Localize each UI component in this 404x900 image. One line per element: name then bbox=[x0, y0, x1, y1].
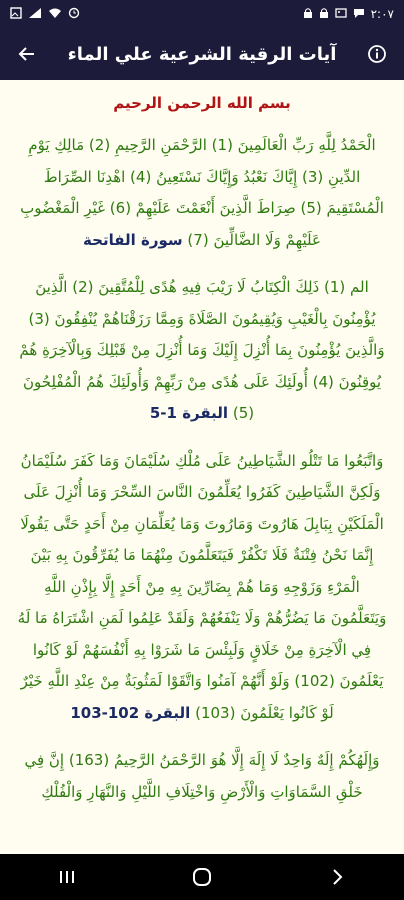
back-arrow-icon[interactable] bbox=[14, 41, 40, 67]
ayah-text: وَاتَّبَعُوا مَا تَتْلُو الشَّيَاطِينُ عَلَى مُلْكِ سُلَيْمَانَ وَمَا كَفَرَ سُلَيْمَانُ وَلَكِنَّ الشَّيَاطِينَ كَفَرُوا يُعَلِّمُونَ النَّاسَ السِّحْرَ وَمَا أُنْزِلَ عَلَى الْمَلَكَيْنِ بِبَابِلَ هَارُوتَ وَمَارُوتَ وَمَا يُعَلِّمَانِ مِنْ أَحَدٍ حَتَّى يَقُولَا إِنَّمَا نَحْنُ فِتْنَةٌ فَلَا تَكْفُرْ فَيَتَعَلَّمُونَ مِنْهُمَا مَا يُفَرِّقُونَ بِهِ بَيْنَ الْمَرْءِ وَزَوْجِهِ وَمَا هُمْ بِضَارِّينَ بِهِ مِنْ أَحَدٍ إِلَّا بِإِذْنِ اللَّهِ وَيَتَعَلَّمُونَ مَا يَضُرُّهُمْ وَلَا يَنْفَعُهُمْ وَلَقَدْ عَلِمُوا لَمَنِ اشْتَرَاهُ مَا لَهُ فِي الْآخِرَةِ مِنْ خَلَاقٍ وَلَبِئْسَ مَا شَرَوْا بِهِ أَنْفُسَهُمْ لَوْ كَانُوا يَعْلَمُونَ (102) وَلَوْ أَنَّهُمْ آمَنُوا وَاتَّقَوْا لَمَثُوبَةٌ مِنْ عِنْدِ اللَّهِ خَيْرٌ لَوْ كَانُوا يَعْلَمُونَ (103) bbox=[17, 451, 387, 722]
passage-baqarah-1-5 bbox=[14, 272, 390, 430]
ayah-text: الم (1) ذَلِكَ الْكِتَابُ لَا رَيْبَ فِيهِ هُدًى لِلْمُتَّقِينَ (2) الَّذِينَ يُؤْمِنُونَ بِالْغَيْبِ وَيُقِيمُونَ الصَّلَاةَ وَمِمَّا رَزَقْنَاهُمْ يُنْفِقُونَ (3) وَالَّذِينَ يُؤْمِنُونَ بِمَا أُنْزِلَ إِلَيْكَ وَمَا أُنْزِلَ مِنْ قَبْلِكَ وَبِالْآخِرَةِ هُمْ يُوقِنُونَ (4) أُولَئِكَ عَلَى هُدًى مِنْ رَبِّهِمْ وَأُولَئِكَ هُمُ الْمُفْلِحُونَ (5) bbox=[19, 278, 385, 422]
lock-icon bbox=[319, 7, 329, 22]
page-title: آيات الرقية الشرعية علي الماء bbox=[67, 43, 337, 65]
image-icon bbox=[335, 7, 347, 22]
recents-button[interactable] bbox=[47, 857, 87, 897]
app-bar bbox=[0, 28, 404, 80]
lock-icon bbox=[303, 7, 313, 22]
passage-fatiha bbox=[14, 130, 390, 256]
passage-baqarah-163 bbox=[14, 745, 390, 808]
wifi-icon bbox=[48, 7, 62, 22]
surah-reference: البقرة 102-103 bbox=[70, 703, 191, 722]
signal-icon bbox=[28, 7, 42, 22]
status-left bbox=[10, 7, 80, 22]
gallery-icon bbox=[10, 7, 22, 22]
back-button[interactable] bbox=[317, 857, 357, 897]
ayah-text: الْحَمْدُ لِلَّهِ رَبِّ الْعَالَمِينَ (1) الرَّحْمَنِ الرَّحِيمِ (2) مَالِكِ يَوْمِ الدِّينِ (3) إِيَّاكَ نَعْبُدُ وَإِيَّاكَ نَسْتَعِينُ (4) اهْدِنَا الصِّرَاطَ الْمُسْتَقِيمَ (5) صِرَاطَ الَّذِينَ أَنْعَمْتَ عَلَيْهِمْ (6) غَيْرِ الْمَغْضُوبِ عَلَيْهِمْ وَلَا الضَّالِّينَ (7) bbox=[20, 136, 384, 249]
status-right bbox=[303, 7, 394, 22]
ayat-content[interactable] bbox=[0, 80, 404, 854]
alarm-icon bbox=[68, 7, 80, 22]
home-button[interactable] bbox=[182, 857, 222, 897]
surah-reference: سورة الفاتحة bbox=[83, 230, 183, 249]
status-time: ٢:٠٧ bbox=[370, 7, 394, 21]
chat-icon bbox=[353, 7, 365, 22]
system-nav-bar bbox=[0, 854, 404, 900]
surah-reference: البقرة 1-5 bbox=[149, 404, 229, 422]
info-icon[interactable] bbox=[364, 41, 390, 67]
passage-baqarah-102-103 bbox=[14, 446, 390, 730]
basmala-heading: بسم الله الرحمن الرحيم bbox=[113, 94, 291, 112]
status-bar bbox=[0, 0, 404, 28]
ayah-text: وَإِلَهُكُمْ إِلَهٌ وَاحِدٌ لَا إِلَهَ إِلَّا هُوَ الرَّحْمَنُ الرَّحِيمُ (163) إِنَّ فِي خَلْقِ السَّمَاوَاتِ وَالْأَرْضِ وَاخْتِلَافِ اللَّيْلِ وَالنَّهَارِ وَالْفُلْكِ bbox=[24, 751, 380, 801]
